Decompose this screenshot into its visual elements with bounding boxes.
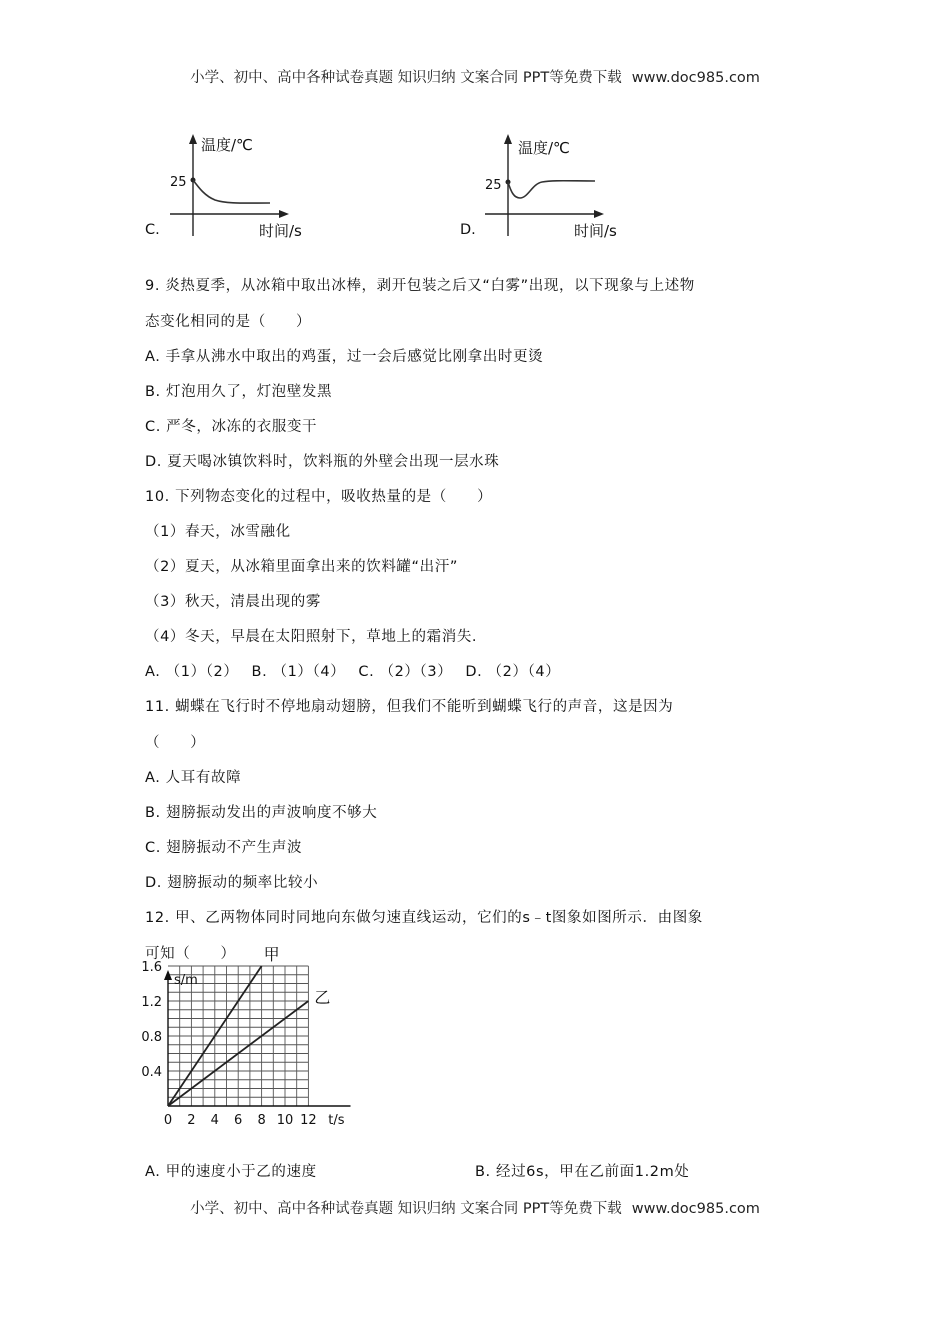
x-axis-label: t/s — [328, 1113, 345, 1128]
q8-option-d-graph — [480, 130, 640, 242]
q9-option-b[interactable]: B. 灯泡用久了，灯泡壁发黑 — [145, 384, 333, 400]
series-label-jia: 甲 — [263, 945, 280, 964]
x-tick-label: 6 — [234, 1113, 243, 1128]
y-axis-label: 温度/℃ — [201, 136, 253, 154]
x-tick-label: 0 — [163, 1113, 173, 1128]
q9-option-d[interactable]: D. 夏天喝冰镇饮料时，饮料瓶的外壁会出现一层水珠 — [145, 454, 500, 470]
x-tick-label: 2 — [187, 1113, 196, 1128]
q11-option-d[interactable]: D. 翅膀振动的频率比较小 — [145, 875, 319, 891]
header-url[interactable]: www.doc985.com — [631, 70, 760, 86]
q9-stem-line1: 9. 炎热夏季，从冰箱中取出冰棒，剥开包装之后又“白雾”出现，以下现象与上述物 — [145, 278, 695, 294]
start-value-label: 25 — [170, 175, 187, 190]
y-axis-label: 温度/℃ — [518, 139, 570, 157]
x-tick-label: 8 — [257, 1113, 266, 1128]
series-label-yi: 乙 — [314, 988, 331, 1007]
q12-option-a[interactable]: A. 甲的速度小于乙的速度 — [145, 1164, 317, 1180]
x-tick-label: 4 — [210, 1113, 219, 1128]
y-axis-arrow — [504, 134, 512, 144]
q11-stem-line2: （ ） — [145, 735, 206, 751]
q8-option-c-label[interactable]: C. — [145, 222, 160, 238]
start-value-label: 25 — [485, 178, 502, 193]
q9-stem-line2: 态变化相同的是（ ） — [145, 314, 312, 330]
temperature-curve — [508, 181, 595, 198]
q10-item-1: （1）春天，冰雪融化 — [145, 524, 291, 540]
y-tick-label: 0.4 — [141, 1065, 162, 1080]
y-tick-label: 1.2 — [141, 995, 162, 1010]
y-axis-label: s/m — [174, 973, 198, 988]
q10-item-3: （3）秋天，清晨出现的雾 — [145, 594, 321, 610]
q12-stem-line1: 12. 甲、乙两物体同时同地向东做匀速直线运动，它们的s﹣t图象如图所示．由图象 — [145, 910, 703, 926]
x-axis-arrow — [594, 210, 604, 218]
q11-stem-line1: 11. 蝴蝶在飞行时不停地扇动翅膀，但我们不能听到蝴蝶飞行的声音，这是因为 — [145, 699, 674, 715]
header-text: 小学、初中、高中各种试卷真题 知识归纳 文案合同 PPT等免费下载 — [190, 70, 622, 86]
x-tick-label: 12 — [300, 1113, 317, 1128]
q11-option-b[interactable]: B. 翅膀振动发出的声波响度不够大 — [145, 805, 378, 821]
q8-option-c-graph — [165, 130, 325, 242]
y-tick-label: 0.8 — [141, 1030, 162, 1045]
q8-option-d-label[interactable]: D. — [460, 222, 476, 238]
x-tick-label: 10 — [276, 1113, 294, 1128]
q12-stem-line2: 可知（ ） — [145, 946, 236, 962]
page-footer — [0, 1197, 950, 1218]
q10-item-4: （4）冬天，早晨在太阳照射下，草地上的霜消失. — [145, 629, 478, 645]
q10-options[interactable]: A. （1）（2） B. （1）（4） C. （2）（3） D. （2）（4） — [145, 664, 561, 680]
q11-option-c[interactable]: C. 翅膀振动不产生声波 — [145, 840, 303, 856]
footer-url[interactable]: www.doc985.com — [631, 1201, 760, 1217]
x-axis-arrow — [279, 210, 289, 218]
y-tick-label: 1.6 — [141, 960, 162, 975]
y-axis-arrow — [189, 134, 197, 144]
q9-option-c[interactable]: C. 严冬，冰冻的衣服变干 — [145, 419, 318, 435]
temperature-curve — [193, 180, 270, 203]
x-axis-label: 时间/s — [574, 222, 617, 240]
q10-item-2: （2）夏天，从冰箱里面拿出来的饮料罐“出汗” — [145, 559, 458, 575]
q11-option-a[interactable]: A. 人耳有故障 — [145, 770, 242, 786]
q12-option-b[interactable]: B. 经过6s，甲在乙前面1.2m处 — [475, 1164, 690, 1180]
page-header — [0, 66, 950, 87]
q9-option-a[interactable]: A. 手拿从沸水中取出的鸡蛋，过一会后感觉比刚拿出时更烫 — [145, 349, 544, 365]
x-axis-label: 时间/s — [259, 222, 302, 240]
footer-text: 小学、初中、高中各种试卷真题 知识归纳 文案合同 PPT等免费下载 — [190, 1201, 622, 1217]
q10-stem: 10. 下列物态变化的过程中，吸收热量的是（ ） — [145, 489, 493, 505]
